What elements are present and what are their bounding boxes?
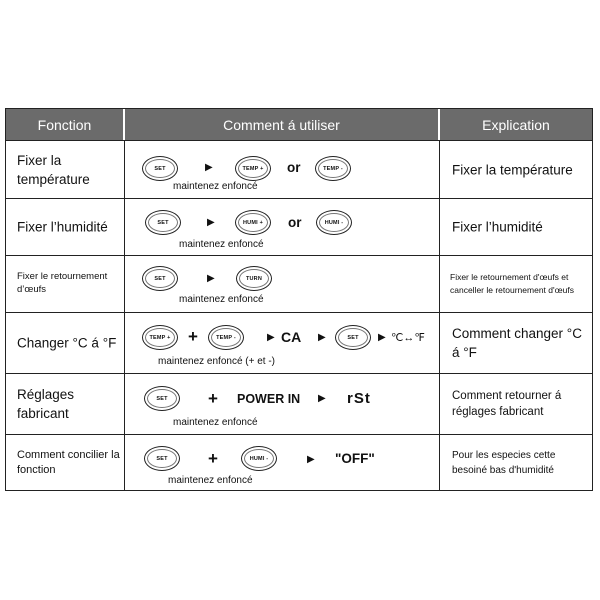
function-label: Réglages fabricant <box>17 387 75 421</box>
explanation-text: Comment changer °C á °F <box>452 326 582 360</box>
temp-up-button-icon: TEMP + <box>142 325 178 350</box>
arrow-right-icon: ▶ <box>378 332 386 343</box>
table-row <box>6 312 592 373</box>
power-in-label: POWER IN <box>237 392 301 406</box>
hold-label: maintenez enfoncé <box>168 475 253 486</box>
usage-cell <box>125 374 440 434</box>
arrow-right-icon: ▶ <box>267 332 275 343</box>
plus-label: + <box>208 389 218 408</box>
hold-label: maintenez enfoncé <box>173 417 258 428</box>
arrow-right-icon: ▶ <box>307 454 315 465</box>
set-button-icon: SET <box>142 156 178 181</box>
usage-cell <box>125 141 440 198</box>
table-row <box>6 373 592 434</box>
arrow-right-icon: ▶ <box>207 217 215 228</box>
function-label: Changer °C á °F <box>17 335 117 351</box>
code-off: "OFF" <box>335 451 375 466</box>
explanation-text: Fixer la température <box>452 162 573 177</box>
arrow-right-icon: ▶ <box>205 162 213 173</box>
hold-label: maintenez enfoncé (+ et -) <box>158 356 276 367</box>
explanation-text: Comment retourner á réglages fabricant <box>452 390 562 418</box>
set-button-icon: SET <box>142 266 178 291</box>
set-button-icon: SET <box>335 325 371 350</box>
table-row <box>6 140 592 198</box>
set-button-icon: SET <box>145 210 181 235</box>
plus-label: + <box>208 449 218 468</box>
function-label: Fixer l’humidité <box>17 219 108 235</box>
temp-down-button-icon: TEMP - <box>315 156 351 181</box>
humi-up-button-icon: HUMI + <box>235 210 271 235</box>
table-row <box>6 198 592 255</box>
temp-up-button-icon: TEMP + <box>235 156 271 181</box>
table-row <box>6 434 592 490</box>
humi-down-button-icon: HUMI - <box>316 210 352 235</box>
code-rst: rSt <box>347 390 371 407</box>
header-explication: Explication <box>482 116 550 133</box>
hold-label: maintenez enfoncé <box>173 181 258 192</box>
usage-cell <box>125 313 440 373</box>
explanation-text: Fixer l’humidité <box>452 219 543 235</box>
arrow-right-icon: ▶ <box>318 393 326 404</box>
hold-label: maintenez enfoncé <box>179 294 264 305</box>
humi-down-button-icon: HUMI - <box>241 446 277 471</box>
set-button-icon: SET <box>144 446 180 471</box>
hold-label: maintenez enfoncé <box>179 239 264 250</box>
set-button-icon: SET <box>144 386 180 411</box>
code-ca: CA <box>281 329 302 345</box>
instruction-table <box>5 108 593 491</box>
header-comment: Comment á utiliser <box>125 109 440 140</box>
header-fonction: Fonction <box>6 109 125 140</box>
temp-down-button-icon: TEMP - <box>208 325 244 350</box>
table-header <box>6 109 592 140</box>
arrow-right-icon: ▶ <box>207 273 215 284</box>
plus-label: + <box>188 327 198 346</box>
turn-button-icon: TURN <box>236 266 272 291</box>
usage-cell <box>125 435 440 490</box>
usage-cell <box>125 199 440 255</box>
explanation-text: Fixer le retournement d'œufs et canceller le retournement d'œufs <box>450 272 574 295</box>
arrow-right-icon: ▶ <box>318 332 326 343</box>
usage-cell <box>125 256 440 312</box>
table-row <box>6 255 592 312</box>
function-label: Comment concilier la fonction <box>17 448 120 476</box>
function-label: Fixer la température <box>17 152 90 187</box>
or-label: or <box>288 215 302 230</box>
explanation-text: Pour les especies cette besoiné bas d'humidité <box>452 449 556 476</box>
unit-toggle: ℃↔℉ <box>391 332 425 344</box>
or-label: or <box>287 160 301 175</box>
function-label: Fixer le retournement d’œufs <box>17 270 108 295</box>
